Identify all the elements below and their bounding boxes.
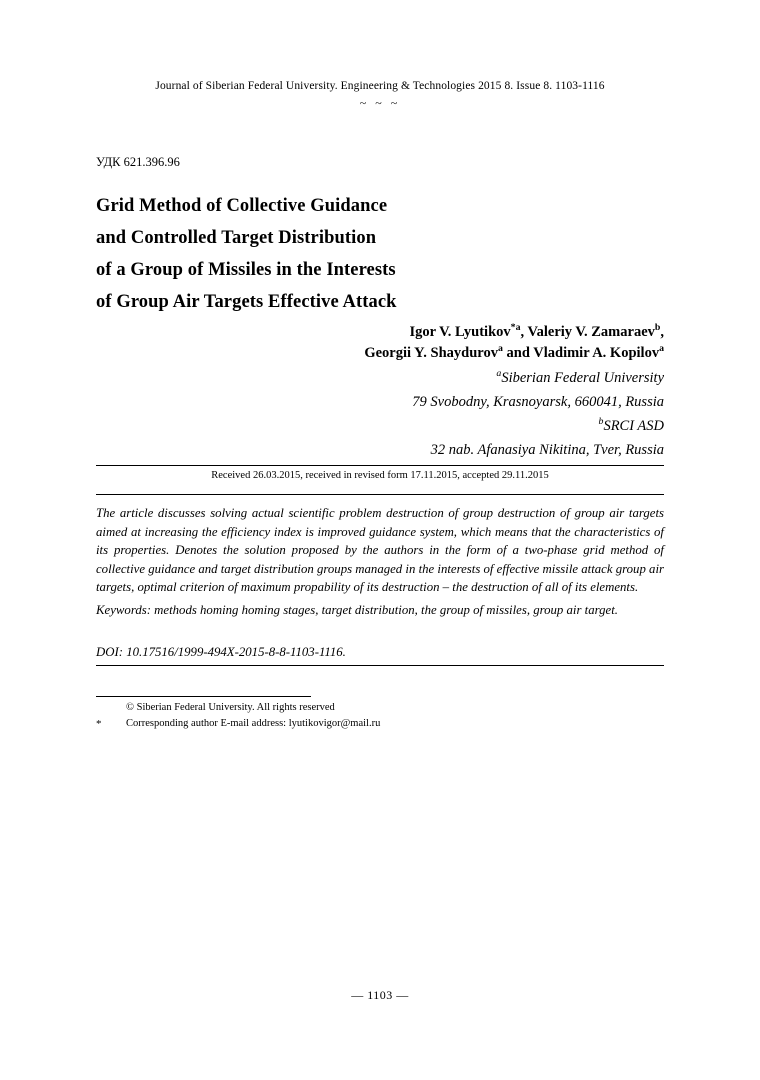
page-number: — 1103 — — [351, 988, 409, 1002]
author-3-marker: a — [497, 343, 503, 355]
title-line-4: of Group Air Targets Effective Attack — [96, 292, 397, 312]
author-1-marker: *a — [510, 322, 521, 334]
affiliation-a-marker: a — [496, 368, 502, 380]
title-line-1: Grid Method of Collective Guidance — [96, 196, 388, 216]
affiliation-b-name: SRCI ASD — [603, 418, 664, 434]
author-4-marker: a — [659, 343, 664, 355]
footnote-divider — [96, 696, 311, 697]
author-2-marker: b — [654, 322, 661, 334]
keywords-text: Keywords: methods homing homing stages, target distribution, the group of missiles, group air target. — [96, 603, 618, 617]
footnote-star-marker: * — [96, 718, 102, 730]
received-dates: Received 26.03.2015, received in revised form 17.11.2015, accepted 29.11.2015 — [211, 470, 549, 481]
affiliation-a-address: 79 Svobodny, Krasnoyarsk, 660041, Russia — [412, 394, 664, 410]
author-1-name: Igor V. Lyutikov — [409, 324, 511, 340]
page-title — [96, 190, 576, 318]
author-3-name: Georgii Y. Shaydurov — [364, 345, 498, 361]
ornament-divider: ~ ~ ~ — [359, 96, 401, 110]
udk-code: УДК 621.396.96 — [96, 155, 180, 169]
author-line-2 — [96, 343, 664, 364]
abstract-text: The article discusses solving actual scientific problem destruction of group destruction of group air targets aimed at increasing the efficiency index is improved guidance system, which means that the characteristics of its properties. Denotes the solution proposed by the authors in the form of a two-phase grid method of collective guidance and target distribution groups managed in the interests of effective missile attack group air targets, optimal criterion of maximum propability of its destruction – the destruction of all of its elements. — [96, 506, 664, 594]
divider-below-doi — [96, 665, 664, 666]
divider-above-received — [96, 465, 664, 466]
footnote-corresponding-author: Corresponding author E-mail address: lyutikovigor@mail.ru — [126, 718, 381, 729]
affiliation-b-address: 32 nab. Afanasiya Nikitina, Tver, Russia — [430, 442, 664, 458]
author-list — [96, 322, 664, 364]
journal-header: Journal of Siberian Federal University. Engineering & Technologies 2015 8. Issue 8. 1103-1116 — [155, 80, 605, 92]
affiliation-block — [96, 366, 664, 462]
affiliation-b-marker: b — [598, 416, 604, 428]
author-2-name: , Valeriy V. Zamaraev — [520, 324, 655, 340]
doi-text: DOI: 10.17516/1999-494X-2015-8-8-1103-1116. — [96, 645, 346, 659]
title-line-2: and Controlled Target Distribution — [96, 228, 377, 248]
author-4-name: and Vladimir A. Kopilov — [502, 345, 660, 361]
title-line-3: of a Group of Missiles in the Interests — [96, 260, 396, 280]
affiliation-a-name: Siberian Federal University — [501, 370, 664, 386]
divider-below-received — [96, 494, 664, 495]
affiliation-b — [96, 414, 664, 438]
footnote-block — [96, 700, 610, 732]
footnote-copyright: © Siberian Federal University. All rights reserved — [126, 702, 335, 713]
author-line-1 — [96, 322, 664, 343]
affiliation-a — [96, 366, 664, 390]
author-line-1-comma: , — [660, 324, 664, 340]
